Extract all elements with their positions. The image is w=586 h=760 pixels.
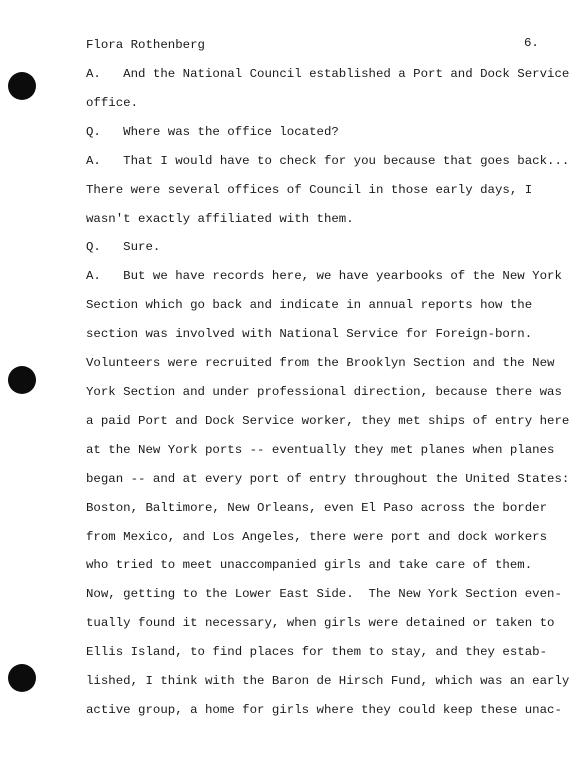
- transcript-line: began -- and at every port of entry throughout the United States:: [86, 471, 570, 486]
- transcript-line: A. But we have records here, we have yearbooks of the New York: [86, 269, 562, 284]
- page-number: 6.: [524, 36, 539, 50]
- transcript-line: a paid Port and Dock Service worker, they met ships of entry here: [86, 413, 570, 428]
- transcript-line: tually found it necessary, when girls were detained or taken to: [86, 616, 555, 631]
- transcript-line: Q. Sure.: [86, 240, 161, 255]
- binder-hole-bottom: [8, 664, 36, 692]
- transcript-line: wasn't exactly affiliated with them.: [86, 211, 354, 226]
- binder-hole-middle: [8, 366, 36, 394]
- interviewee-name: Flora Rothenberg: [86, 38, 205, 52]
- transcript-line: Q. Where was the office located?: [86, 124, 339, 139]
- transcript-line: at the New York ports -- eventually they met planes when planes: [86, 442, 555, 457]
- transcript-line: lished, I think with the Baron de Hirsch Fund, which was an early: [86, 674, 570, 689]
- transcript-body: [86, 66, 570, 731]
- transcript-line: York Section and under professional direction, because there was: [86, 384, 562, 399]
- transcript-line: office.: [86, 95, 139, 110]
- transcript-line: from Mexico, and Los Angeles, there were port and dock workers: [86, 529, 548, 544]
- transcript-line: Section which go back and indicate in annual reports how the: [86, 298, 533, 313]
- transcript-line: Ellis Island, to find places for them to stay, and they estab-: [86, 645, 548, 660]
- transcript-line: Boston, Baltimore, New Orleans, even El Paso across the border: [86, 500, 548, 515]
- binder-hole-top: [8, 72, 36, 100]
- transcript-line: A. That I would have to check for you because that goes back...: [86, 153, 570, 168]
- transcript-line: A. And the National Council established a Port and Dock Service: [86, 67, 570, 81]
- transcript-line: active group, a home for girls where they could keep these unac-: [86, 702, 562, 717]
- transcript-line: section was involved with National Service for Foreign-born.: [86, 327, 533, 342]
- transcript-line: Now, getting to the Lower East Side. The New York Section even-: [86, 587, 562, 602]
- transcript-line: who tried to meet unaccompanied girls and take care of them.: [86, 558, 533, 573]
- transcript-line: Volunteers were recruited from the Brooklyn Section and the New: [86, 356, 555, 371]
- transcript-line: There were several offices of Council in those early days, I: [86, 182, 533, 197]
